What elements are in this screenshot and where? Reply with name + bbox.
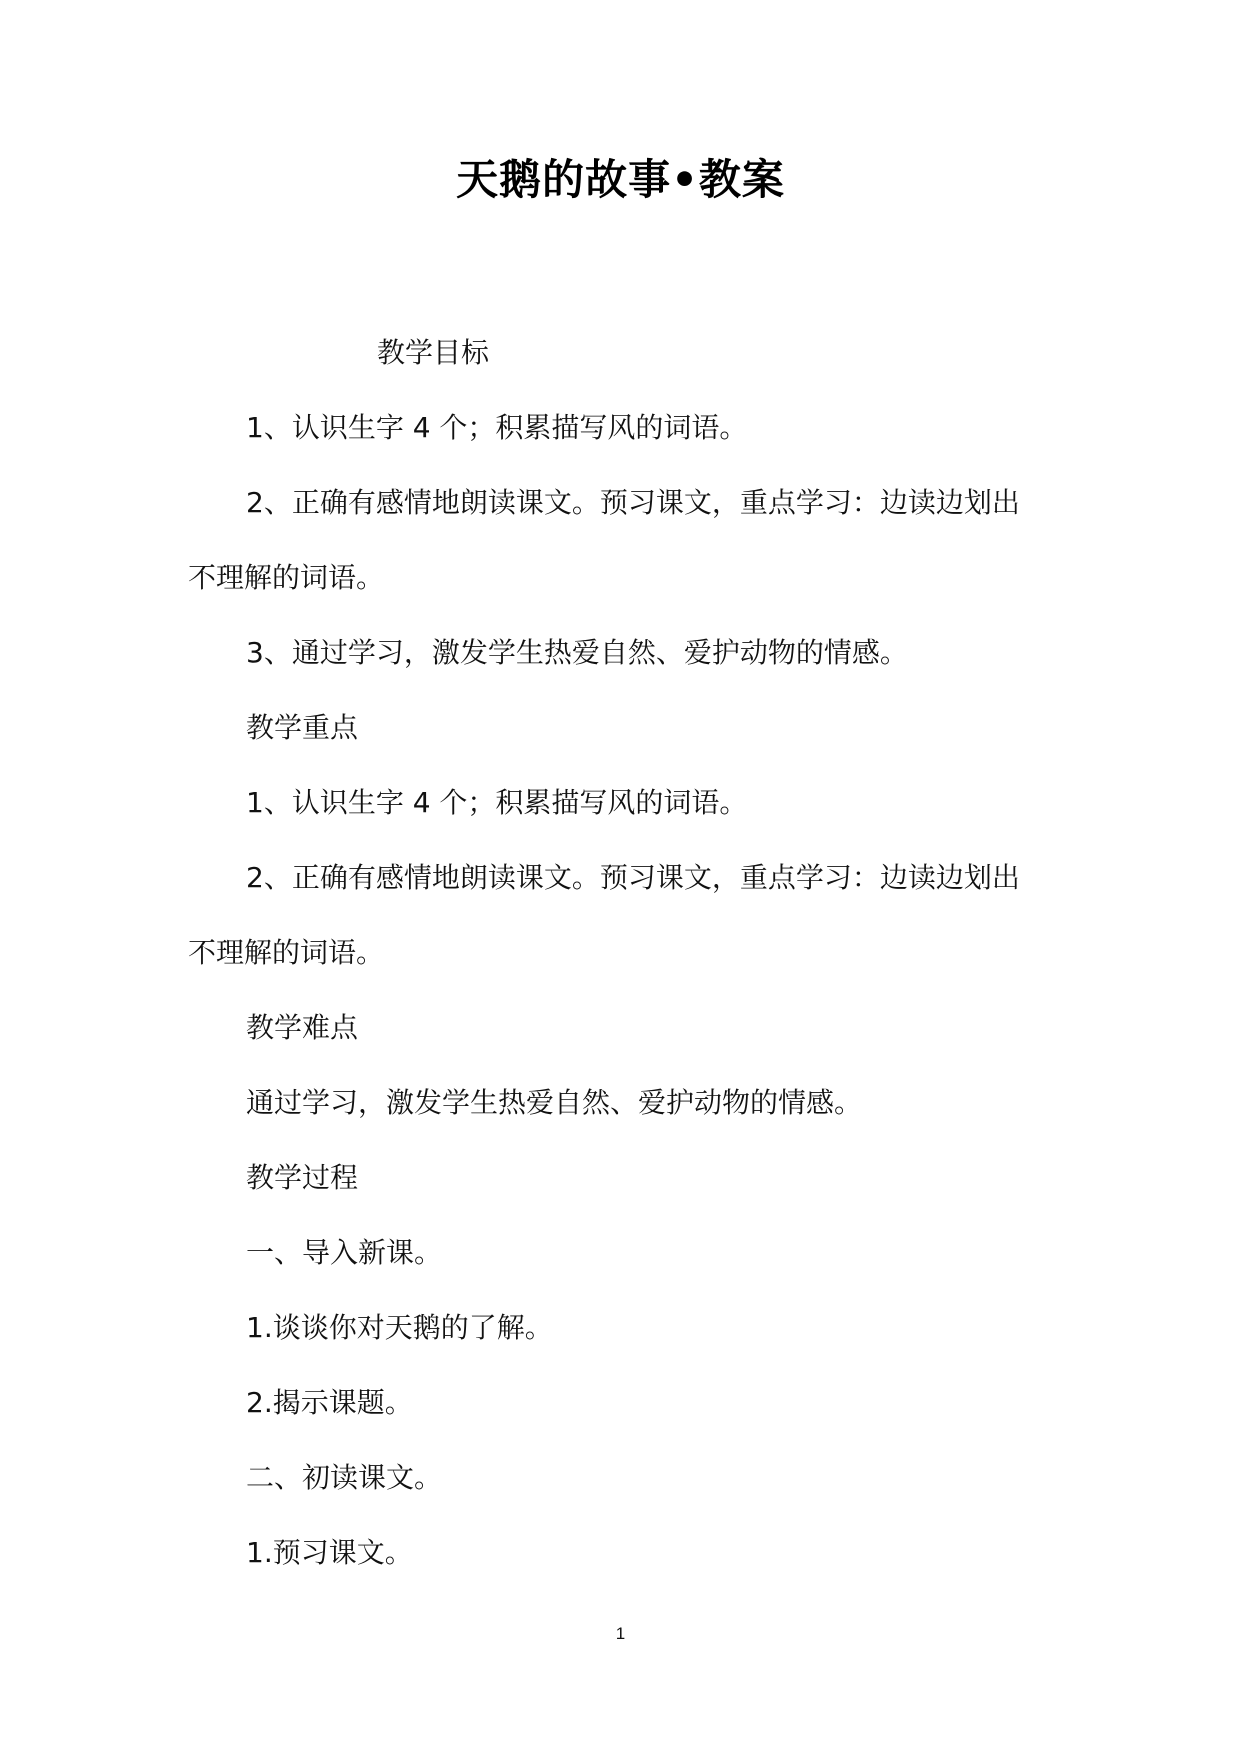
objective-2: 2、正确有感情地朗读课文。预习课文，重点学习：边读边划出 <box>246 486 1020 519</box>
objective-1: 1、认识生字 4 个；积累描写风的词语。 <box>246 411 748 444</box>
focus-2: 2、正确有感情地朗读课文。预习课文，重点学习：边读边划出 <box>246 861 1020 894</box>
heading-teaching-objectives: 教学目标 <box>377 336 490 369</box>
heading-teaching-difficulty: 教学难点 <box>246 1011 359 1044</box>
difficulty-text: 通过学习，激发学生热爱自然、爱护动物的情感。 <box>246 1086 863 1119</box>
focus-1: 1、认识生字 4 个；积累描写风的词语。 <box>246 786 748 819</box>
document-title: 天鹅的故事•教案 <box>456 155 785 204</box>
process-step-1-item-2: 2.揭示课题。 <box>246 1386 413 1419</box>
page-number: 1 <box>615 1624 626 1643</box>
process-step-1-item-1: 1.谈谈你对天鹅的了解。 <box>246 1311 553 1344</box>
focus-2-continued: 不理解的词语。 <box>188 936 385 969</box>
heading-teaching-process: 教学过程 <box>246 1161 359 1194</box>
heading-teaching-focus: 教学重点 <box>246 711 359 744</box>
process-step-2-item-1: 1.预习课文。 <box>246 1536 413 1569</box>
objective-2-continued: 不理解的词语。 <box>188 561 385 594</box>
objective-3: 3、通过学习，激发学生热爱自然、爱护动物的情感。 <box>246 636 908 669</box>
process-step-2: 二、初读课文。 <box>246 1461 443 1494</box>
process-step-1: 一、导入新课。 <box>246 1236 443 1269</box>
